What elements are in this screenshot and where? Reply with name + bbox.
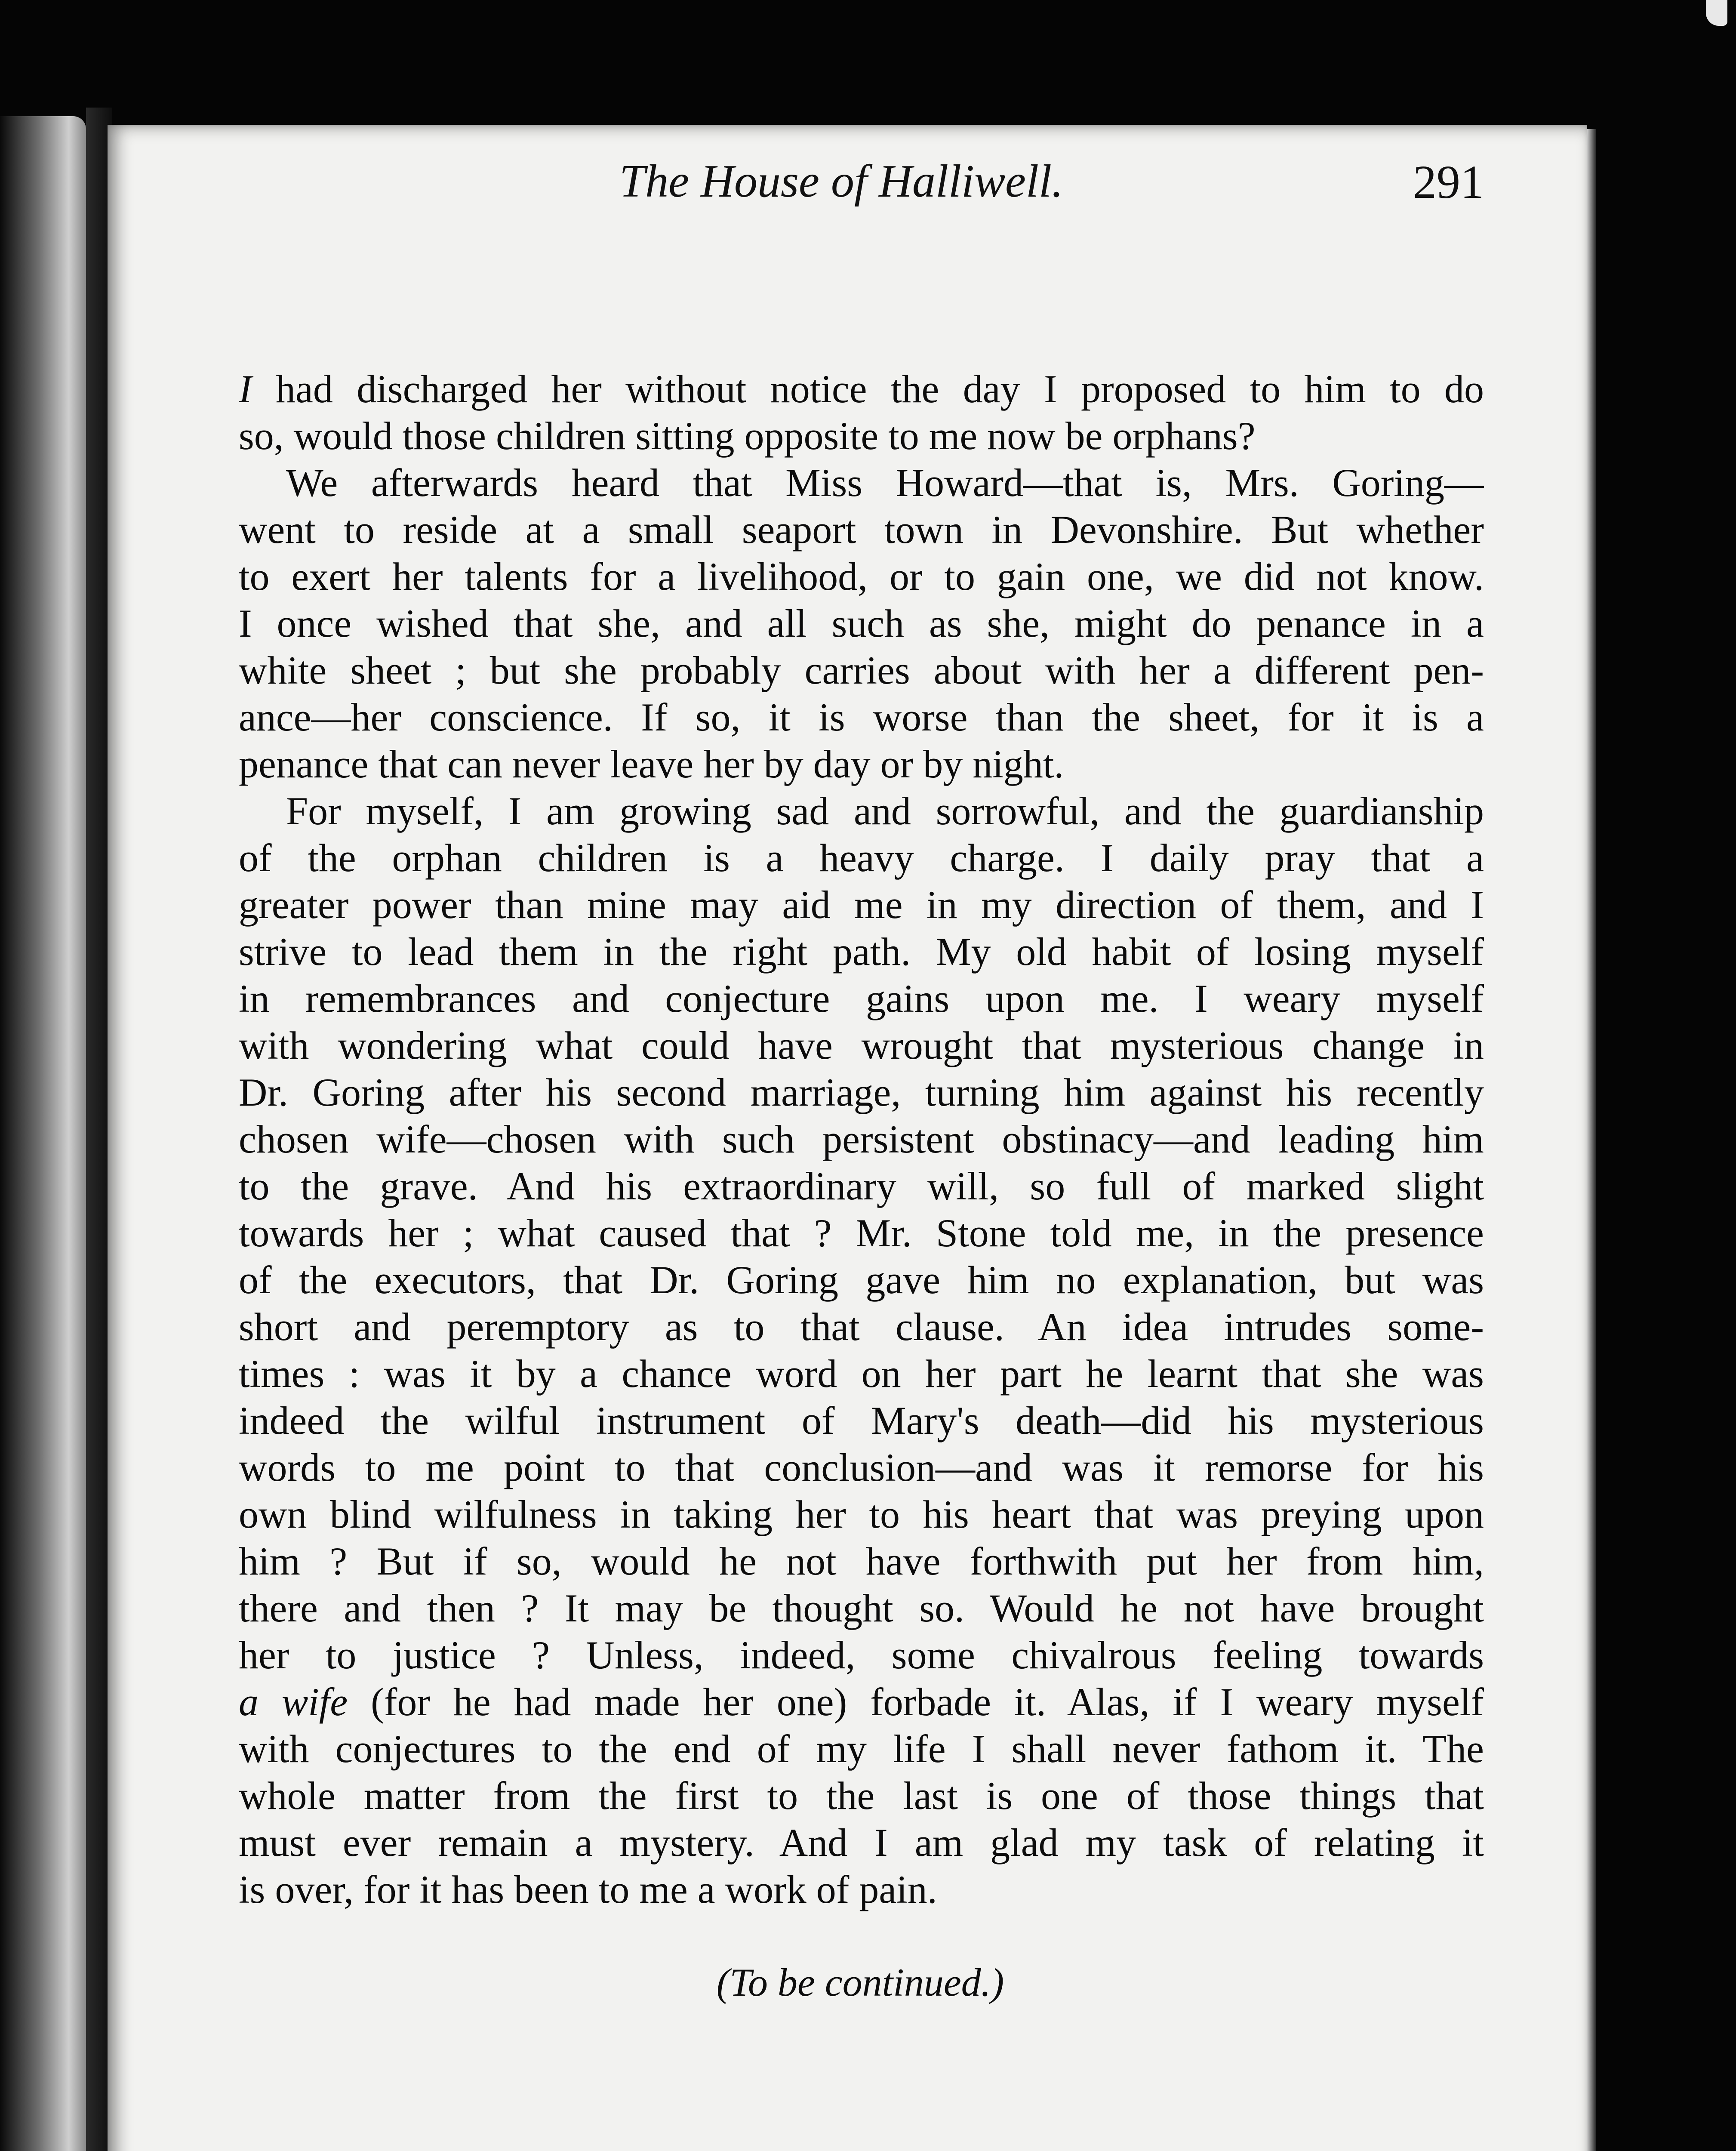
text-line: whole matter from the first to the last is one of those things that xyxy=(239,1774,1484,1818)
text-line: to the grave. And his extraordinary will, so full of marked slight xyxy=(239,1164,1484,1208)
text-line: I had discharged her without notice the day I proposed to him to do xyxy=(239,367,1484,411)
scan-corner-mark xyxy=(1706,0,1727,26)
text-line: For myself, I am growing sad and sorrowful, and the guardianship xyxy=(286,789,1484,833)
text-line: him ? But if so, would he not have forthwith put her from him, xyxy=(239,1539,1484,1583)
text-line: words to me point to that conclusion—and was it remorse for his xyxy=(239,1445,1484,1489)
running-title: The House of Halliwell. xyxy=(619,156,1063,207)
text-line: her to justice ? Unless, indeed, some chivalrous feeling towards xyxy=(239,1633,1484,1677)
text-line: times : was it by a chance word on her part he learnt that she was xyxy=(239,1352,1484,1396)
text-line: strive to lead them in the right path. My old habit of losing myself xyxy=(239,930,1484,974)
text-line: ance—her conscience. If so, it is worse than the sheet, for it is a xyxy=(239,695,1484,739)
page-number: 291 xyxy=(1413,156,1484,208)
italic-initial: I xyxy=(239,367,252,411)
text-line: indeed the wilful instrument of Mary's death—did his mysterious xyxy=(239,1399,1484,1442)
text-line: I once wished that she, and all such as she, might do penance in a xyxy=(239,601,1484,645)
text-line: Dr. Goring after his second marriage, turning him against his recently xyxy=(239,1070,1484,1114)
page-header xyxy=(508,155,1484,224)
text-line: with wondering what could have wrought that mysterious change in xyxy=(239,1023,1484,1067)
text-line: to exert her talents for a livelihood, or to gain one, we did not know. xyxy=(239,555,1484,598)
text-line: penance that can never leave her by day or by night. xyxy=(239,742,1064,786)
text-line: white sheet ; but she probably carries about with her a different pen- xyxy=(239,648,1484,692)
italic-phrase: a wife xyxy=(239,1680,348,1724)
text-line: chosen wife—chosen with such persistent obstinacy—and leading him xyxy=(239,1117,1484,1161)
text-line: must ever remain a mystery. And I am glad my task of relating it xyxy=(239,1821,1484,1864)
text-line: We afterwards heard that Miss Howard—that is, Mrs. Goring— xyxy=(286,461,1484,505)
text-line: is over, for it has been to me a work of pain. xyxy=(239,1867,937,1911)
text-line: short and peremptory as to that clause. An idea intrudes some- xyxy=(239,1305,1484,1349)
text-line: of the orphan children is a heavy charge. I daily pray that a xyxy=(239,836,1484,880)
continued-label: (To be continued.) xyxy=(716,1960,1004,2004)
text-line: with conjectures to the end of my life I shall never fathom it. The xyxy=(239,1727,1484,1771)
text-line: there and then ? It may be thought so. Would he not have brought xyxy=(239,1586,1484,1630)
continued-note xyxy=(430,1960,1290,2005)
text-line: so, would those children sitting opposite to me now be orphans? xyxy=(239,414,1256,458)
text-line: greater power than mine may aid me in my direction of them, and I xyxy=(239,883,1484,927)
text-line: in remembrances and conjecture gains upon me. I weary myself xyxy=(239,977,1484,1020)
text-line: own blind wilfulness in taking her to his heart that was preying upon xyxy=(239,1492,1484,1536)
facing-page-edge xyxy=(0,116,86,2151)
text-line: went to reside at a small seaport town in Devonshire. But whether xyxy=(239,508,1484,552)
page-right-edge xyxy=(1587,129,1596,2151)
body-text xyxy=(239,366,1484,1913)
text-line: a wife (for he had made her one) forbade it. Alas, if I weary myself xyxy=(239,1680,1484,1724)
text-line: towards her ; what caused that ? Mr. Stone told me, in the presence xyxy=(239,1211,1484,1255)
text-line: of the executors, that Dr. Goring gave him no explanation, but was xyxy=(239,1258,1484,1302)
